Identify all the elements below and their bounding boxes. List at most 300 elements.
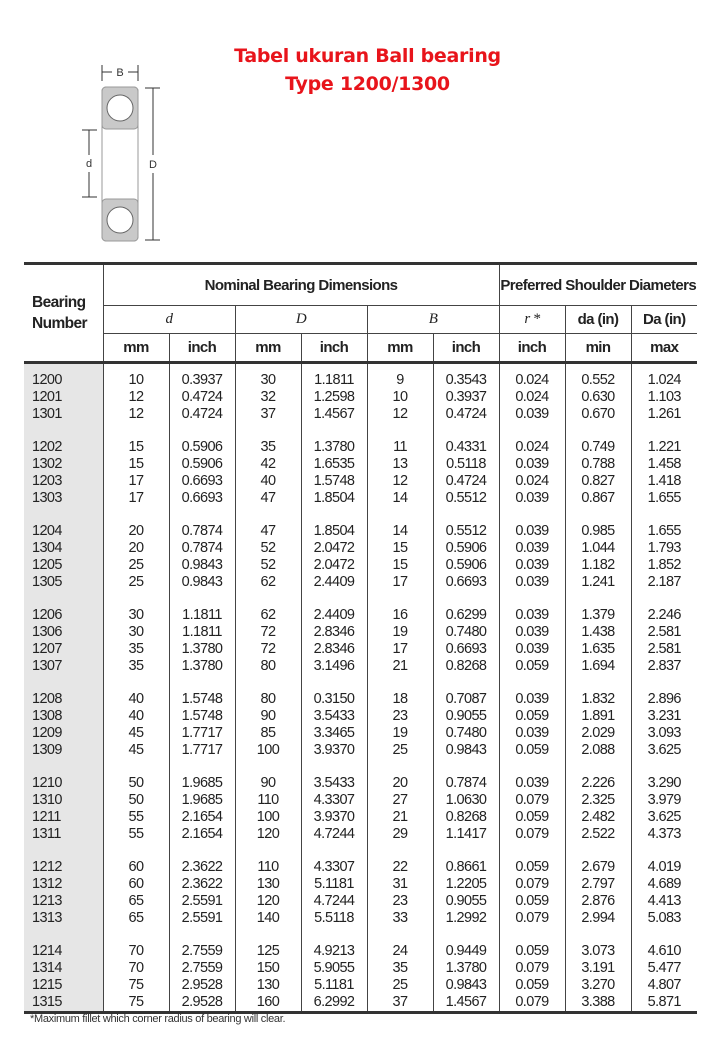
cell-da-min: 0.827 (565, 473, 631, 490)
cell-bearing-number: 1204 (24, 523, 103, 540)
cell-d-mm: 12 (103, 389, 169, 406)
cell-r-inch: 0.039 (499, 456, 565, 473)
table-row (24, 893, 697, 910)
cell-D-mm: 30 (235, 372, 301, 389)
cell-r-inch: 0.039 (499, 641, 565, 658)
cell-D-inch: 2.4409 (301, 574, 367, 591)
cell-Da-max: 5.477 (631, 960, 697, 977)
cell-d-mm: 60 (103, 876, 169, 893)
cell-D-inch: 1.4567 (301, 406, 367, 423)
cell-d-mm: 15 (103, 456, 169, 473)
cell-r-inch: 0.039 (499, 557, 565, 574)
cell-bearing-number: 1209 (24, 725, 103, 742)
cell-d-inch: 1.9685 (169, 775, 235, 792)
cell-d-mm: 10 (103, 372, 169, 389)
cell-D-mm: 90 (235, 775, 301, 792)
cell-B-inch: 0.6693 (433, 641, 499, 658)
table-row (24, 994, 697, 1013)
table-row (24, 943, 697, 960)
cell-d-mm: 75 (103, 994, 169, 1013)
cell-B-inch: 0.7087 (433, 691, 499, 708)
cell-da-min: 0.867 (565, 490, 631, 507)
cell-D-inch: 4.7244 (301, 893, 367, 910)
cell-B-mm: 23 (367, 708, 433, 725)
cell-D-inch: 1.5748 (301, 473, 367, 490)
cell-D-mm: 160 (235, 994, 301, 1013)
header-d: d (103, 306, 235, 334)
table-row (24, 406, 697, 423)
cell-d-mm: 15 (103, 439, 169, 456)
cell-B-mm: 33 (367, 910, 433, 927)
cell-D-mm: 90 (235, 708, 301, 725)
spacer-row (24, 423, 697, 431)
cell-bearing-number: 1306 (24, 624, 103, 641)
cell-bearing-number: 1314 (24, 960, 103, 977)
cell-da-min: 0.788 (565, 456, 631, 473)
cell-d-mm: 55 (103, 826, 169, 843)
cell-r-inch: 0.079 (499, 994, 565, 1013)
cell-Da-max: 4.413 (631, 893, 697, 910)
cell-D-mm: 80 (235, 658, 301, 675)
cell-da-min: 2.797 (565, 876, 631, 893)
cell-B-mm: 17 (367, 574, 433, 591)
cell-r-inch: 0.039 (499, 406, 565, 423)
cell-B-inch: 0.9449 (433, 943, 499, 960)
cell-B-mm: 25 (367, 977, 433, 994)
cell-D-inch: 3.3465 (301, 725, 367, 742)
cell-r-inch: 0.059 (499, 943, 565, 960)
spacer-row (24, 363, 697, 373)
cell-r-inch: 0.059 (499, 809, 565, 826)
cell-D-mm: 32 (235, 389, 301, 406)
table-row (24, 960, 697, 977)
cell-d-inch: 2.5591 (169, 910, 235, 927)
unit-header: mm (103, 334, 169, 363)
cell-D-inch: 5.9055 (301, 960, 367, 977)
cell-d-mm: 30 (103, 607, 169, 624)
footnote: *Maximum fillet which corner radius of bearing will clear. (30, 1013, 286, 1025)
table-row (24, 439, 697, 456)
cell-bearing-number: 1203 (24, 473, 103, 490)
spacer-row (24, 515, 697, 523)
table-row (24, 557, 697, 574)
cell-D-inch: 1.8504 (301, 490, 367, 507)
cell-bearing-number: 1313 (24, 910, 103, 927)
table-row (24, 473, 697, 490)
table-row (24, 490, 697, 507)
cell-B-mm: 14 (367, 523, 433, 540)
cell-B-mm: 12 (367, 473, 433, 490)
cell-d-inch: 0.3937 (169, 372, 235, 389)
cell-D-inch: 1.2598 (301, 389, 367, 406)
cell-B-inch: 0.5512 (433, 490, 499, 507)
cell-da-min: 0.552 (565, 372, 631, 389)
cell-Da-max: 4.373 (631, 826, 697, 843)
table-row (24, 641, 697, 658)
cell-B-mm: 15 (367, 557, 433, 574)
table-row (24, 523, 697, 540)
cell-d-inch: 1.7717 (169, 725, 235, 742)
cell-d-mm: 50 (103, 775, 169, 792)
cell-B-mm: 27 (367, 792, 433, 809)
cell-B-inch: 0.6299 (433, 607, 499, 624)
cell-Da-max: 1.793 (631, 540, 697, 557)
cell-B-inch: 0.9843 (433, 977, 499, 994)
cell-D-mm: 47 (235, 490, 301, 507)
cell-B-inch: 0.4331 (433, 439, 499, 456)
cell-r-inch: 0.059 (499, 708, 565, 725)
table-row (24, 977, 697, 994)
cell-B-mm: 19 (367, 725, 433, 742)
cell-d-mm: 50 (103, 792, 169, 809)
cell-Da-max: 1.852 (631, 557, 697, 574)
cell-D-mm: 130 (235, 876, 301, 893)
cell-da-min: 1.379 (565, 607, 631, 624)
cell-Da-max: 1.458 (631, 456, 697, 473)
cell-d-inch: 1.3780 (169, 641, 235, 658)
cell-r-inch: 0.024 (499, 372, 565, 389)
spacer-row (24, 767, 697, 775)
spacer-row (24, 759, 697, 767)
unit-header: max (631, 334, 697, 363)
table-row (24, 809, 697, 826)
cell-D-mm: 125 (235, 943, 301, 960)
cell-D-inch: 3.5433 (301, 708, 367, 725)
cell-d-inch: 1.1811 (169, 607, 235, 624)
spacer-row (24, 431, 697, 439)
cell-d-inch: 0.5906 (169, 439, 235, 456)
cell-D-inch: 2.8346 (301, 641, 367, 658)
cell-r-inch: 0.024 (499, 439, 565, 456)
cell-B-inch: 1.0630 (433, 792, 499, 809)
cell-d-inch: 2.9528 (169, 977, 235, 994)
cell-B-mm: 17 (367, 641, 433, 658)
cell-Da-max: 1.655 (631, 490, 697, 507)
unit-header: inch (169, 334, 235, 363)
cell-D-mm: 72 (235, 641, 301, 658)
cell-B-inch: 0.8268 (433, 809, 499, 826)
cell-d-mm: 17 (103, 490, 169, 507)
cell-d-mm: 25 (103, 557, 169, 574)
cell-B-mm: 29 (367, 826, 433, 843)
cell-Da-max: 3.625 (631, 809, 697, 826)
cell-d-mm: 40 (103, 708, 169, 725)
cell-d-mm: 75 (103, 977, 169, 994)
cell-Da-max: 5.871 (631, 994, 697, 1013)
cell-r-inch: 0.039 (499, 775, 565, 792)
table-row (24, 876, 697, 893)
cell-Da-max: 3.979 (631, 792, 697, 809)
cell-d-inch: 2.1654 (169, 826, 235, 843)
cell-d-mm: 30 (103, 624, 169, 641)
cell-Da-max: 2.187 (631, 574, 697, 591)
cell-D-mm: 120 (235, 893, 301, 910)
table-row (24, 389, 697, 406)
cell-Da-max: 2.246 (631, 607, 697, 624)
cell-r-inch: 0.059 (499, 859, 565, 876)
table-row (24, 574, 697, 591)
cell-Da-max: 5.083 (631, 910, 697, 927)
unit-header: inch (433, 334, 499, 363)
spacer-row (24, 851, 697, 859)
unit-header: mm (367, 334, 433, 363)
cell-bearing-number: 1207 (24, 641, 103, 658)
cell-Da-max: 2.581 (631, 641, 697, 658)
cell-B-mm: 24 (367, 943, 433, 960)
cell-D-inch: 3.9370 (301, 809, 367, 826)
cell-D-mm: 150 (235, 960, 301, 977)
cell-B-mm: 16 (367, 607, 433, 624)
table-row (24, 826, 697, 843)
cell-da-min: 2.994 (565, 910, 631, 927)
cell-D-inch: 1.3780 (301, 439, 367, 456)
cell-r-inch: 0.039 (499, 607, 565, 624)
cell-da-min: 2.226 (565, 775, 631, 792)
cell-D-mm: 47 (235, 523, 301, 540)
cell-B-mm: 21 (367, 658, 433, 675)
cell-da-min: 1.438 (565, 624, 631, 641)
cell-da-min: 3.191 (565, 960, 631, 977)
cell-r-inch: 0.079 (499, 876, 565, 893)
cell-bearing-number: 1303 (24, 490, 103, 507)
cell-B-inch: 0.9055 (433, 708, 499, 725)
unit-header: inch (301, 334, 367, 363)
page-title (210, 42, 525, 98)
cell-da-min: 1.694 (565, 658, 631, 675)
cell-D-inch: 4.7244 (301, 826, 367, 843)
cell-da-min: 2.522 (565, 826, 631, 843)
unit-header: inch (499, 334, 565, 363)
cell-B-mm: 18 (367, 691, 433, 708)
cell-B-mm: 22 (367, 859, 433, 876)
cell-B-mm: 37 (367, 994, 433, 1013)
spacer-row (24, 843, 697, 851)
cell-bearing-number: 1307 (24, 658, 103, 675)
cell-da-min: 3.073 (565, 943, 631, 960)
cell-r-inch: 0.079 (499, 792, 565, 809)
cell-D-inch: 5.1181 (301, 977, 367, 994)
cell-d-inch: 0.9843 (169, 574, 235, 591)
table-row (24, 859, 697, 876)
cell-Da-max: 1.024 (631, 372, 697, 389)
cell-da-min: 1.832 (565, 691, 631, 708)
cell-d-inch: 0.6693 (169, 490, 235, 507)
cell-da-min: 2.029 (565, 725, 631, 742)
cell-d-inch: 1.5748 (169, 691, 235, 708)
cell-d-inch: 1.7717 (169, 742, 235, 759)
cell-bearing-number: 1202 (24, 439, 103, 456)
cell-r-inch: 0.059 (499, 742, 565, 759)
cell-d-mm: 17 (103, 473, 169, 490)
cell-D-inch: 0.3150 (301, 691, 367, 708)
cell-D-inch: 2.4409 (301, 607, 367, 624)
header-da: da (in) (565, 306, 631, 334)
cell-r-inch: 0.079 (499, 826, 565, 843)
cell-B-inch: 1.4567 (433, 994, 499, 1013)
cell-Da-max: 3.231 (631, 708, 697, 725)
table-row (24, 725, 697, 742)
cell-d-inch: 2.7559 (169, 943, 235, 960)
cell-D-mm: 85 (235, 725, 301, 742)
cell-d-mm: 60 (103, 859, 169, 876)
cell-d-mm: 55 (103, 809, 169, 826)
header-preferred-shoulder: Preferred Shoulder Diameters (499, 264, 697, 306)
cell-B-mm: 23 (367, 893, 433, 910)
cell-bearing-number: 1215 (24, 977, 103, 994)
cell-d-inch: 1.5748 (169, 708, 235, 725)
cell-bearing-number: 1201 (24, 389, 103, 406)
cell-D-inch: 3.9370 (301, 742, 367, 759)
cell-B-inch: 0.7874 (433, 775, 499, 792)
cell-bearing-number: 1212 (24, 859, 103, 876)
table-row (24, 624, 697, 641)
table-row (24, 691, 697, 708)
cell-B-inch: 1.1417 (433, 826, 499, 843)
cell-d-mm: 12 (103, 406, 169, 423)
cell-d-inch: 2.3622 (169, 859, 235, 876)
label-inner-d: d (85, 158, 93, 170)
cell-B-inch: 1.3780 (433, 960, 499, 977)
cell-D-mm: 37 (235, 406, 301, 423)
cell-D-inch: 3.1496 (301, 658, 367, 675)
cell-B-inch: 1.2992 (433, 910, 499, 927)
cell-da-min: 0.749 (565, 439, 631, 456)
cell-da-min: 2.325 (565, 792, 631, 809)
cell-r-inch: 0.059 (499, 893, 565, 910)
cell-Da-max: 3.625 (631, 742, 697, 759)
cell-da-min: 2.482 (565, 809, 631, 826)
spacer-row (24, 591, 697, 599)
cell-B-inch: 0.8661 (433, 859, 499, 876)
cell-B-mm: 21 (367, 809, 433, 826)
cell-da-min: 2.679 (565, 859, 631, 876)
cell-bearing-number: 1206 (24, 607, 103, 624)
cell-D-inch: 5.1181 (301, 876, 367, 893)
bearing-dimensions-table (24, 262, 697, 1014)
cell-Da-max: 1.261 (631, 406, 697, 423)
cell-bearing-number: 1205 (24, 557, 103, 574)
cell-bearing-number: 1308 (24, 708, 103, 725)
cell-bearing-number: 1208 (24, 691, 103, 708)
cell-Da-max: 2.896 (631, 691, 697, 708)
cell-d-inch: 0.7874 (169, 523, 235, 540)
cell-B-mm: 12 (367, 406, 433, 423)
cell-bearing-number: 1309 (24, 742, 103, 759)
header-bearing-number: Bearing Number (24, 264, 103, 363)
spacer-row (24, 683, 697, 691)
cell-B-inch: 0.9055 (433, 893, 499, 910)
cell-bearing-number: 1200 (24, 372, 103, 389)
cell-D-mm: 140 (235, 910, 301, 927)
cell-D-inch: 4.3307 (301, 792, 367, 809)
cell-r-inch: 0.024 (499, 389, 565, 406)
unit-header: mm (235, 334, 301, 363)
cell-d-mm: 35 (103, 641, 169, 658)
cell-Da-max: 4.610 (631, 943, 697, 960)
cell-da-min: 0.985 (565, 523, 631, 540)
cell-d-mm: 70 (103, 943, 169, 960)
cell-d-inch: 0.9843 (169, 557, 235, 574)
cell-B-inch: 0.6693 (433, 574, 499, 591)
cell-d-inch: 1.3780 (169, 658, 235, 675)
cell-B-inch: 0.4724 (433, 406, 499, 423)
cell-B-inch: 1.2205 (433, 876, 499, 893)
cell-B-mm: 35 (367, 960, 433, 977)
cell-bearing-number: 1211 (24, 809, 103, 826)
cell-da-min: 1.891 (565, 708, 631, 725)
cell-d-mm: 25 (103, 574, 169, 591)
cell-D-mm: 130 (235, 977, 301, 994)
cell-B-inch: 0.5512 (433, 523, 499, 540)
cell-d-inch: 0.6693 (169, 473, 235, 490)
label-b: B (116, 67, 124, 79)
cell-D-mm: 62 (235, 607, 301, 624)
spacer-row (24, 935, 697, 943)
cell-d-inch: 2.1654 (169, 809, 235, 826)
cell-d-mm: 40 (103, 691, 169, 708)
cell-B-inch: 0.4724 (433, 473, 499, 490)
cell-bearing-number: 1305 (24, 574, 103, 591)
cell-d-inch: 0.4724 (169, 406, 235, 423)
cell-B-inch: 0.8268 (433, 658, 499, 675)
cell-B-mm: 19 (367, 624, 433, 641)
cell-bearing-number: 1304 (24, 540, 103, 557)
table-row (24, 792, 697, 809)
cell-D-mm: 35 (235, 439, 301, 456)
cell-D-mm: 52 (235, 540, 301, 557)
cell-d-mm: 20 (103, 540, 169, 557)
cell-Da-max: 2.837 (631, 658, 697, 675)
cell-D-mm: 120 (235, 826, 301, 843)
cell-D-inch: 1.6535 (301, 456, 367, 473)
unit-header: min (565, 334, 631, 363)
header-r: r * (499, 306, 565, 334)
cell-B-inch: 0.5906 (433, 557, 499, 574)
cell-B-mm: 11 (367, 439, 433, 456)
cell-D-inch: 2.8346 (301, 624, 367, 641)
cell-da-min: 1.044 (565, 540, 631, 557)
cell-r-inch: 0.039 (499, 540, 565, 557)
cell-d-mm: 20 (103, 523, 169, 540)
cell-r-inch: 0.024 (499, 473, 565, 490)
cell-bearing-number: 1311 (24, 826, 103, 843)
cell-B-inch: 0.5118 (433, 456, 499, 473)
cell-Da-max: 4.019 (631, 859, 697, 876)
cell-B-inch: 0.7480 (433, 624, 499, 641)
cell-Da-max: 3.093 (631, 725, 697, 742)
cell-bearing-number: 1214 (24, 943, 103, 960)
header-outer-d: D (235, 306, 367, 334)
cell-da-min: 1.182 (565, 557, 631, 574)
cell-Da-max: 1.221 (631, 439, 697, 456)
cell-da-min: 3.270 (565, 977, 631, 994)
cell-B-inch: 0.7480 (433, 725, 499, 742)
cell-D-mm: 110 (235, 859, 301, 876)
cell-r-inch: 0.039 (499, 490, 565, 507)
cell-d-mm: 45 (103, 742, 169, 759)
cell-r-inch: 0.059 (499, 658, 565, 675)
cell-B-mm: 14 (367, 490, 433, 507)
label-outer-d: D (149, 159, 157, 171)
cell-d-inch: 1.9685 (169, 792, 235, 809)
cell-r-inch: 0.039 (499, 624, 565, 641)
spacer-row (24, 675, 697, 683)
cell-D-mm: 100 (235, 742, 301, 759)
cell-bearing-number: 1315 (24, 994, 103, 1013)
header-b: B (367, 306, 499, 334)
cell-Da-max: 4.807 (631, 977, 697, 994)
cell-D-mm: 52 (235, 557, 301, 574)
